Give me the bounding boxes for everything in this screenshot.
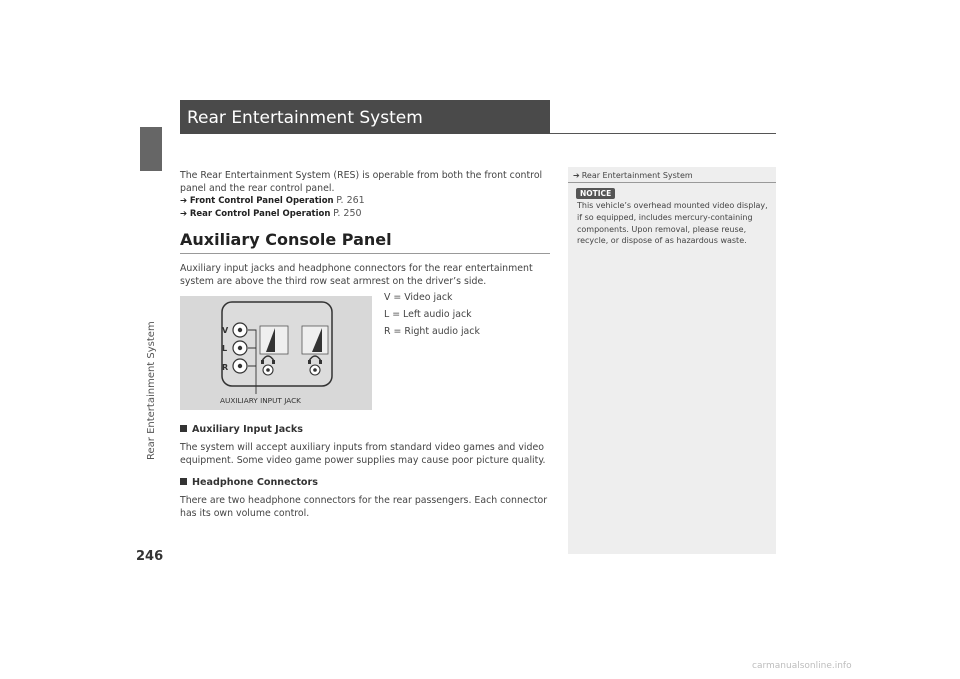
page-title: Rear Entertainment System bbox=[187, 108, 423, 128]
subsection-heading: Auxiliary Console Panel bbox=[180, 230, 392, 249]
topic-heading-aux-inputs bbox=[180, 424, 303, 435]
figure-caption: AUXILIARY INPUT JACK bbox=[220, 396, 301, 405]
square-bullet-icon bbox=[180, 425, 187, 432]
xref-rear-control-panel[interactable] bbox=[180, 208, 362, 219]
footer-watermark: carmanualsonline.info bbox=[752, 661, 852, 671]
legend-left-audio-jack: L = Left audio jack bbox=[384, 309, 472, 320]
topic-paragraph-headphones: There are two headphone connectors for the rear passengers. Each connector has its own volume control. bbox=[180, 495, 548, 519]
xref-arrow-icon: ➔ bbox=[180, 209, 188, 219]
section-side-tab bbox=[140, 127, 162, 171]
volume-slider-left bbox=[260, 326, 288, 354]
xref-front-control-panel[interactable] bbox=[180, 195, 365, 206]
sidebar-arrow-icon: ➔ bbox=[573, 171, 580, 180]
page-number: 246 bbox=[136, 549, 164, 564]
notice-badge: NOTICE bbox=[576, 188, 615, 199]
xref-page: P. 250 bbox=[333, 208, 362, 219]
xref-label: Rear Control Panel Operation bbox=[189, 209, 331, 219]
sidebar-title-text: Rear Entertainment System bbox=[581, 171, 693, 180]
topic-paragraph-aux-inputs: The system will accept auxiliary inputs from standard video games and video equipment. Some video game power supplies may cause poor picture quality. bbox=[180, 442, 546, 466]
jack-letter-v: V bbox=[222, 326, 229, 335]
intro-paragraph: The Rear Entertainment System (RES) is operable from both the front control panel and the rear control panel. bbox=[180, 170, 543, 194]
volume-slider-right bbox=[302, 326, 328, 354]
subsection-rule bbox=[180, 253, 550, 254]
subsection-paragraph: Auxiliary input jacks and headphone connectors for the rear entertainment system are above the third row seat armrest on the driver’s side. bbox=[180, 263, 533, 287]
xref-page: P. 261 bbox=[336, 195, 365, 206]
topic-heading-headphones bbox=[180, 477, 318, 488]
headphone-jack-left bbox=[263, 365, 273, 375]
auxiliary-panel-figure bbox=[180, 296, 372, 410]
legend-right-audio-jack: R = Right audio jack bbox=[384, 326, 480, 337]
topic-heading-text: Headphone Connectors bbox=[192, 477, 318, 488]
side-label: Rear Entertainment System bbox=[146, 321, 157, 460]
video-jack-icon bbox=[233, 323, 247, 337]
topic-heading-text: Auxiliary Input Jacks bbox=[192, 424, 303, 435]
title-rule bbox=[550, 133, 776, 134]
headphone-jack-right bbox=[310, 365, 320, 375]
sidebar-title bbox=[573, 171, 693, 180]
left-audio-jack-icon bbox=[233, 341, 247, 355]
sidebar-notice-text: This vehicle’s overhead mounted video display, if so equipped, includes mercury-containing components. Upon removal, please reuse, recycle, or dispose of as hazardous waste. bbox=[577, 201, 768, 246]
jack-letter-r: R bbox=[222, 363, 229, 372]
legend-video-jack: V = Video jack bbox=[384, 292, 453, 303]
sidebar-rule bbox=[568, 182, 776, 183]
xref-arrow-icon: ➔ bbox=[180, 196, 188, 206]
xref-label: Front Control Panel Operation bbox=[189, 196, 334, 206]
square-bullet-icon bbox=[180, 478, 187, 485]
jack-letter-l: L bbox=[222, 344, 228, 353]
right-audio-jack-icon bbox=[233, 359, 247, 373]
